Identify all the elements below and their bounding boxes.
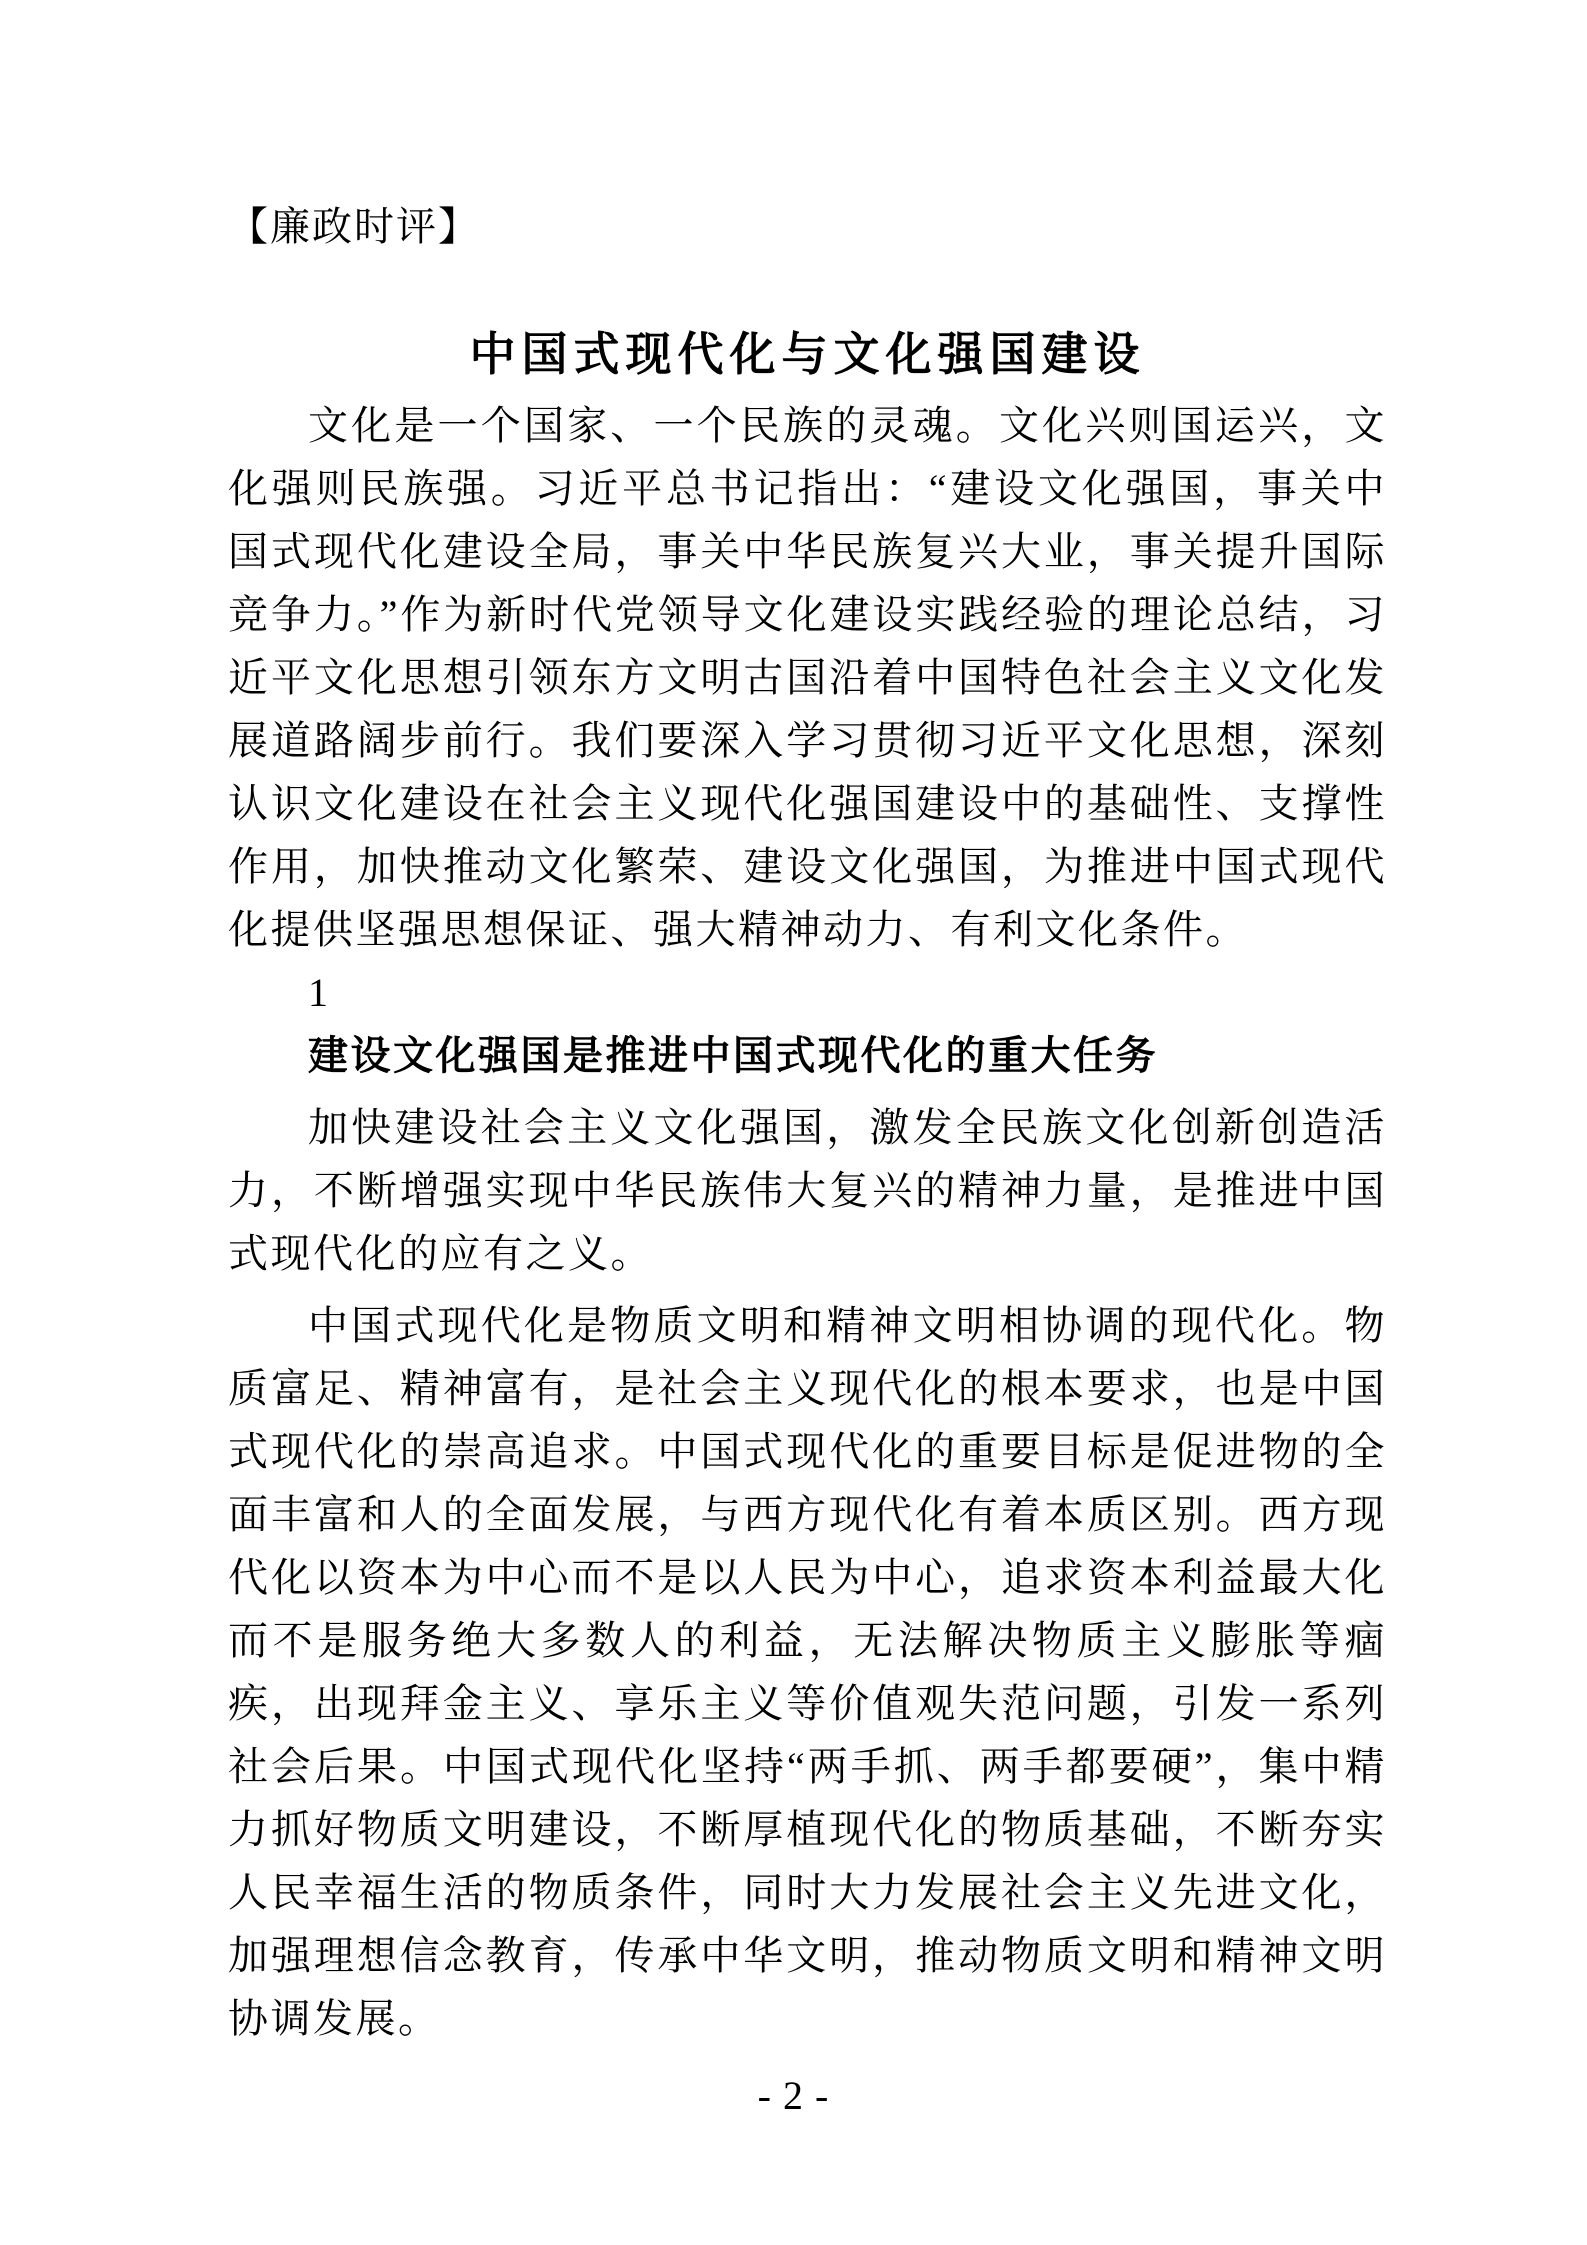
section-number: 1 [308,970,331,1015]
paragraph-section-1: 加快建设社会主义文化强国，激发全民族文化创新创造活力，不断增强实现中华民族伟大复兴的精神力量，是推进中国式现代化的应有之义。 [228,1105,1387,1276]
paragraph-section-2: 中国式现代化是物质文明和精神文明相协调的现代化。物质富足、精神富有，是社会主义现代化的根本要求，也是中国式现代化的崇高追求。中国式现代化的重要目标是促进物的全面丰富和人的全面发展，与西方现代化有着本质区别。西方现代化以资本为中心而不是以人民为中心，追求资本利益最大化而不是服务绝大多数人的利益，无法解决物质主义膨胀等痼疾，出现拜金主义、享乐主义等价值观失范问题，引发一系列社会后果。中国式现代化坚持“两手抓、两手都要硬”，集中精力抓好物质文明建设，不断厚植现代化的物质基础，不断夯实人民幸福生活的物质条件，同时大力发展社会主义先进文化，加强理想信念教育，传承中华文明，推动物质文明和精神文明协调发展。 [228,1303,1387,2041]
paragraph-intro: 文化是一个国家、一个民族的灵魂。文化兴则国运兴，文化强则民族强。习近平总书记指出：“建设文化强国，事关中国式现代化建设全局，事关中华民族复兴大业，事关提升国际竞争力。”作为新时代党领导文化建设实践经验的理论总结，习近平文化思想引领东方文明古国沿着中国特色社会主义文化发展道路阔步前行。我们要深入学习贯彻习近平文化思想，深刻认识文化建设在社会主义现代化强国建设中的基础性、支撑性作用，加快推动文化繁荣、建设文化强国，为推进中国式现代化提供坚强思想保证、强大精神动力、有利文化条件。 [228,403,1387,952]
document-title: 中国式现代化与文化强国建设 [469,329,1146,380]
page-number: - 2 - [757,2073,830,2118]
category-label: 【廉政时评】 [228,204,480,249]
section-heading: 建设文化强国是推进中国式现代化的重大任务 [308,1033,1158,1078]
document-body [228,394,1387,2050]
